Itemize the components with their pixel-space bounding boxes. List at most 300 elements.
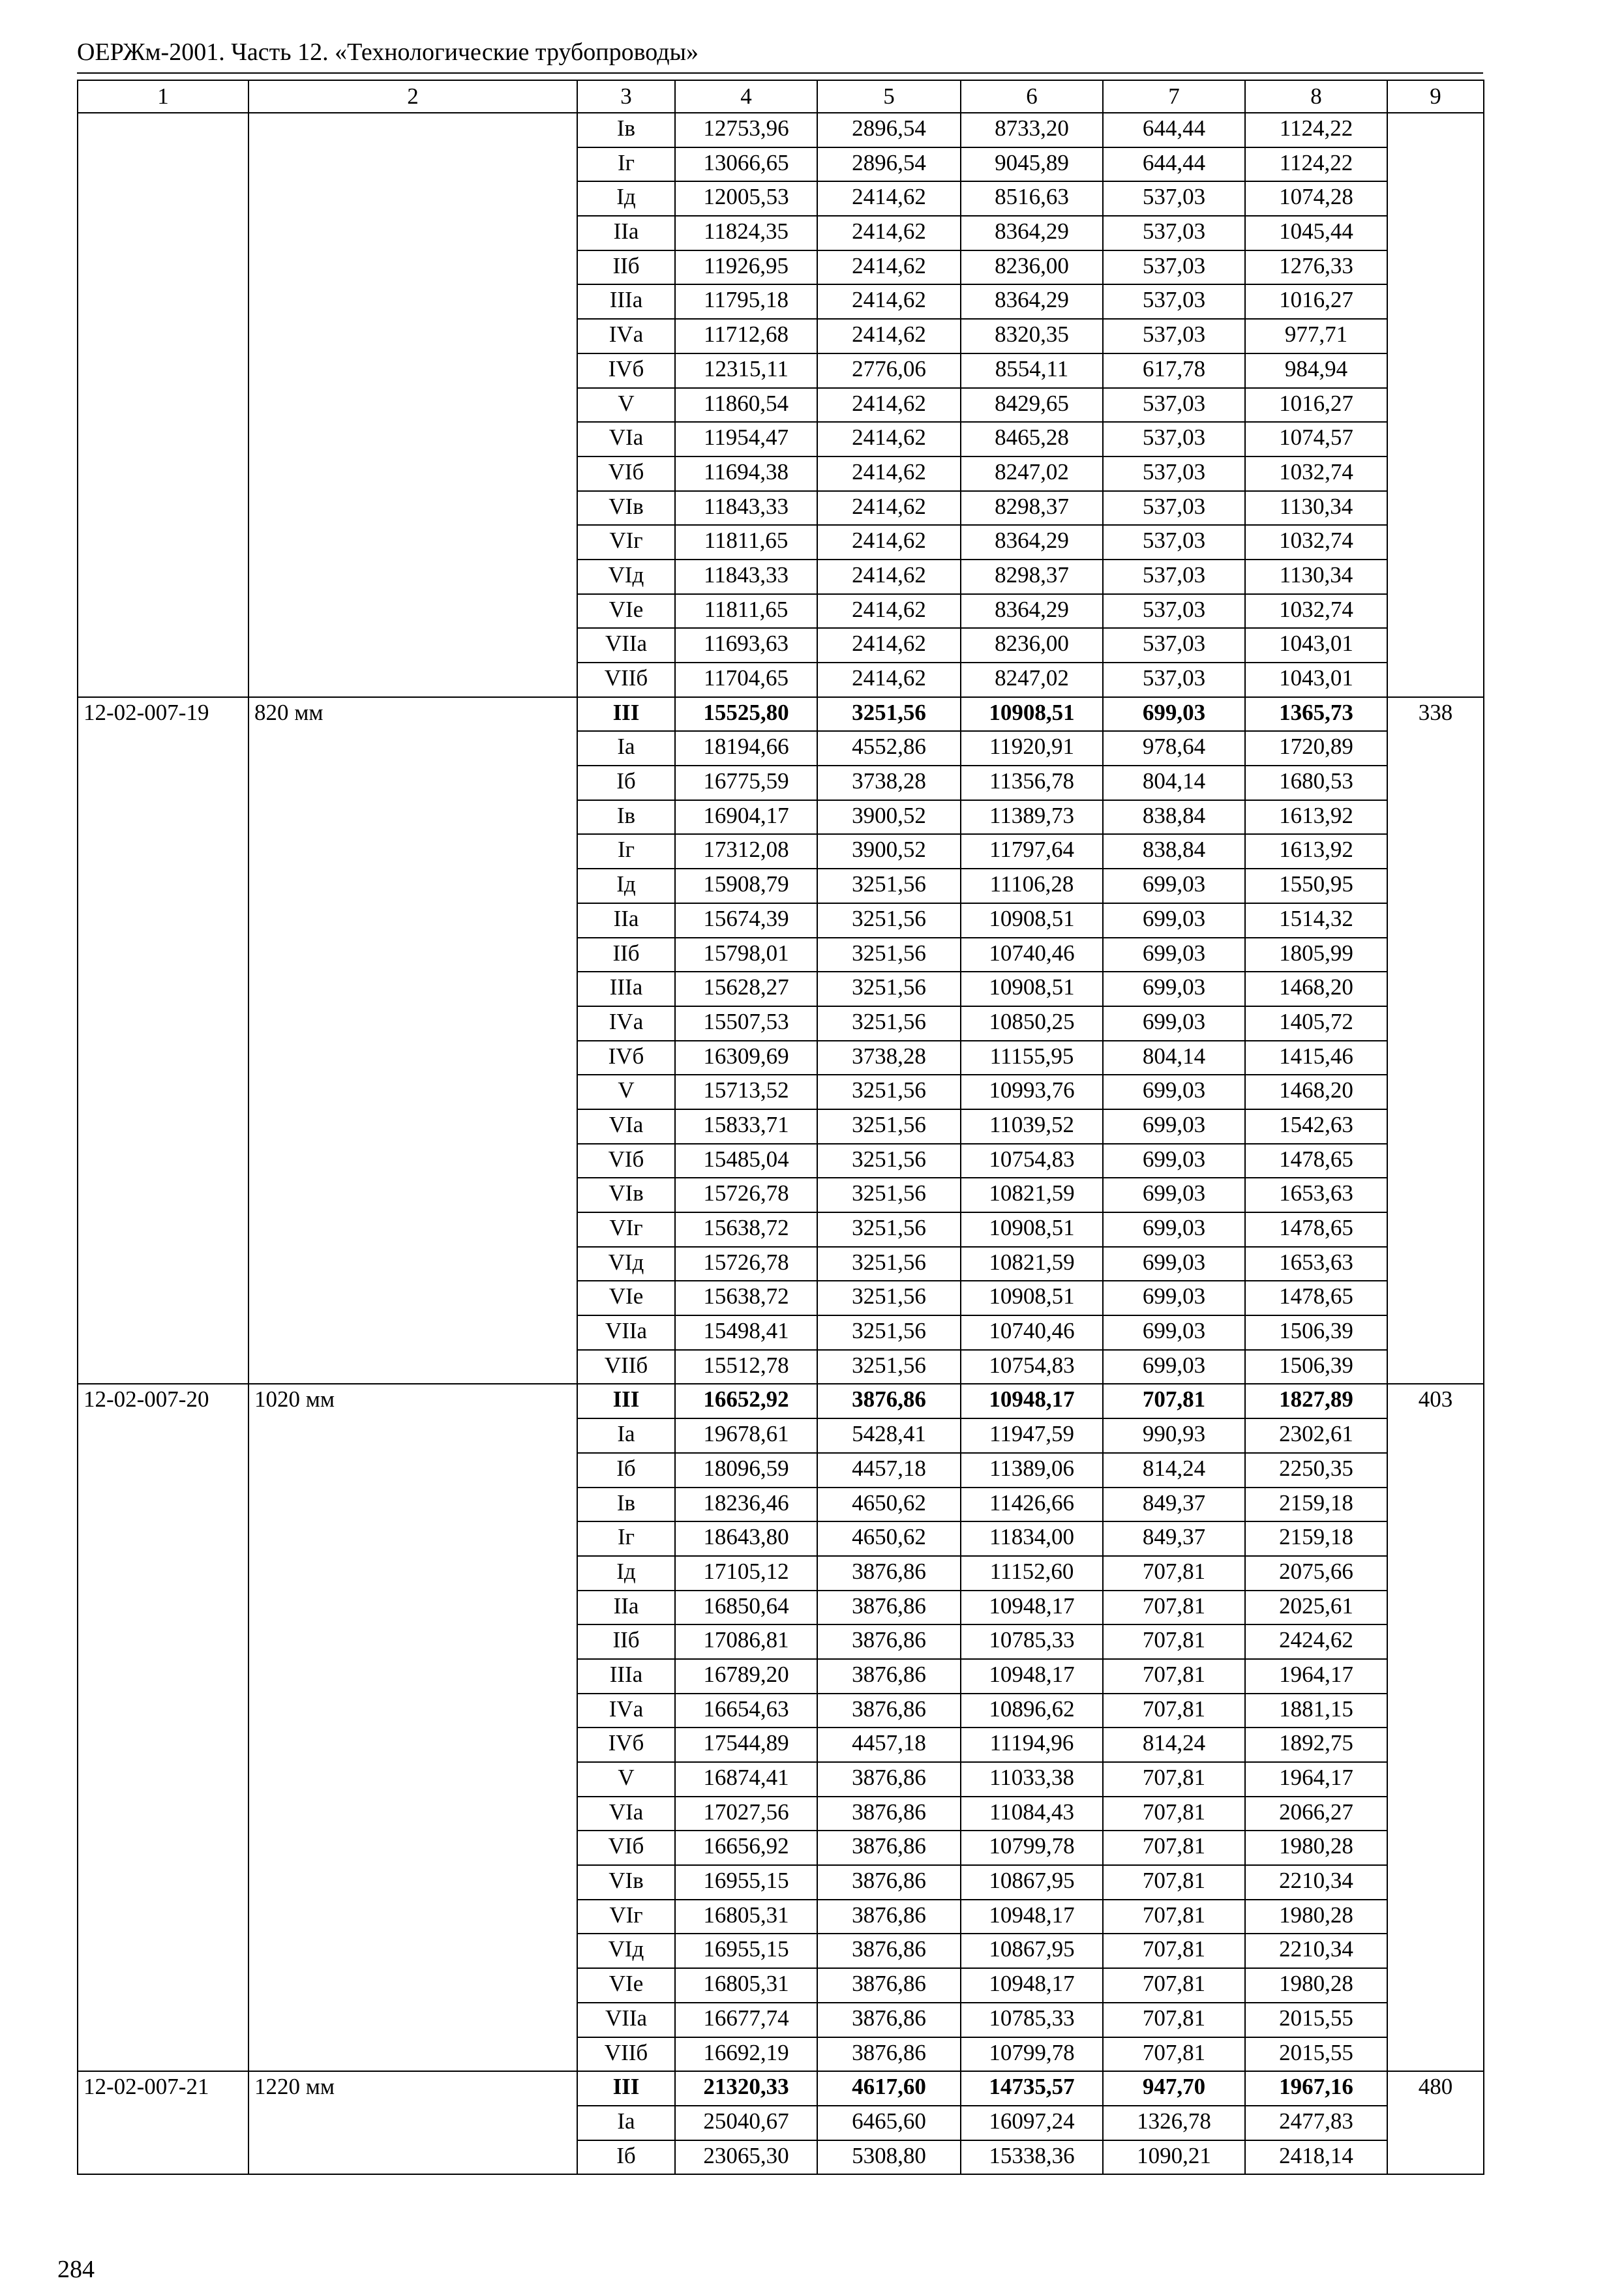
value-cell: 10799,78 — [961, 2037, 1103, 2072]
value-cell: 537,03 — [1103, 628, 1245, 663]
zone-cell: VIб — [577, 1144, 675, 1178]
value-cell: 2414,62 — [817, 250, 961, 285]
value-cell: 8236,00 — [961, 628, 1103, 663]
zone-cell: V — [577, 1762, 675, 1797]
value-cell: 8247,02 — [961, 663, 1103, 697]
value-cell: 537,03 — [1103, 663, 1245, 697]
zone-cell: Iб — [577, 766, 675, 800]
value-cell: 984,94 — [1245, 353, 1387, 388]
zone-cell: VIе — [577, 1968, 675, 2003]
value-cell: 1016,27 — [1245, 284, 1387, 319]
value-cell: 11860,54 — [675, 388, 817, 423]
value-cell: 10993,76 — [961, 1075, 1103, 1109]
value-cell: 12005,53 — [675, 181, 817, 216]
zone-cell: Iг — [577, 1521, 675, 1556]
value-cell: 2210,34 — [1245, 1865, 1387, 1900]
value-cell: 2075,66 — [1245, 1556, 1387, 1591]
column-header: 6 — [961, 80, 1103, 113]
value-cell: 8298,37 — [961, 491, 1103, 526]
value-cell: 10908,51 — [961, 1212, 1103, 1247]
value-cell: 8298,37 — [961, 560, 1103, 594]
value-cell: 11033,38 — [961, 1762, 1103, 1797]
value-cell: 10785,33 — [961, 1624, 1103, 1659]
value-cell: 10799,78 — [961, 1831, 1103, 1865]
value-cell: 16652,92 — [675, 1384, 817, 1418]
value-cell: 707,81 — [1103, 1694, 1245, 1728]
value-cell: 11194,96 — [961, 1728, 1103, 1762]
value-cell: 11795,18 — [675, 284, 817, 319]
value-cell: 18096,59 — [675, 1453, 817, 1488]
value-cell: 699,03 — [1103, 1144, 1245, 1178]
value-cell: 3900,52 — [817, 800, 961, 835]
value-cell: 1032,74 — [1245, 525, 1387, 560]
value-cell: 16309,69 — [675, 1041, 817, 1075]
zone-cell: VIIа — [577, 2003, 675, 2037]
value-cell: 3251,56 — [817, 1144, 961, 1178]
value-cell: 11843,33 — [675, 491, 817, 526]
value-cell: 16805,31 — [675, 1900, 817, 1934]
value-cell: 617,78 — [1103, 353, 1245, 388]
value-cell: 11704,65 — [675, 663, 817, 697]
zone-cell: VIг — [577, 525, 675, 560]
value-cell: 699,03 — [1103, 1075, 1245, 1109]
zone-cell: Iб — [577, 2140, 675, 2175]
column-header: 5 — [817, 80, 961, 113]
value-cell: 8733,20 — [961, 113, 1103, 147]
value-cell: 3876,86 — [817, 1659, 961, 1694]
value-cell: 3876,86 — [817, 1591, 961, 1625]
value-cell: 2414,62 — [817, 663, 961, 697]
value-cell: 3251,56 — [817, 1212, 961, 1247]
value-cell: 10948,17 — [961, 1591, 1103, 1625]
value-cell: 8236,00 — [961, 250, 1103, 285]
value-cell: 1124,22 — [1245, 113, 1387, 147]
value-cell: 10908,51 — [961, 697, 1103, 732]
zone-cell: IIIа — [577, 1659, 675, 1694]
value-cell: 1805,99 — [1245, 938, 1387, 972]
value-cell: 11811,65 — [675, 594, 817, 629]
value-cell: 1365,73 — [1245, 697, 1387, 732]
value-cell: 3251,56 — [817, 1350, 961, 1384]
zone-cell: Iб — [577, 1453, 675, 1488]
zone-cell: IIб — [577, 938, 675, 972]
value-cell: 8516,63 — [961, 181, 1103, 216]
item-code-cell: 12-02-007-21 — [78, 2071, 248, 2174]
value-cell: 15674,39 — [675, 903, 817, 938]
column-header: 1 — [78, 80, 248, 113]
value-cell: 1045,44 — [1245, 216, 1387, 250]
table-row — [78, 113, 1484, 147]
value-cell: 537,03 — [1103, 422, 1245, 456]
value-cell: 707,81 — [1103, 1762, 1245, 1797]
value-cell: 2418,14 — [1245, 2140, 1387, 2175]
value-cell: 707,81 — [1103, 1556, 1245, 1591]
value-cell: 1276,33 — [1245, 250, 1387, 285]
value-cell: 644,44 — [1103, 113, 1245, 147]
value-cell: 8465,28 — [961, 422, 1103, 456]
value-cell: 537,03 — [1103, 284, 1245, 319]
zone-cell: IIа — [577, 903, 675, 938]
value-cell: 2302,61 — [1245, 1418, 1387, 1453]
value-cell: 16850,64 — [675, 1591, 817, 1625]
value-cell: 11084,43 — [961, 1797, 1103, 1831]
value-cell: 16955,15 — [675, 1934, 817, 1968]
value-cell: 10740,46 — [961, 1315, 1103, 1350]
value-cell: 1016,27 — [1245, 388, 1387, 423]
value-cell: 16904,17 — [675, 800, 817, 835]
extra-value-cell: 338 — [1387, 697, 1484, 1384]
zone-cell: VIг — [577, 1900, 675, 1934]
value-cell: 1653,63 — [1245, 1247, 1387, 1281]
value-cell: 1892,75 — [1245, 1728, 1387, 1762]
value-cell: 2477,83 — [1245, 2106, 1387, 2140]
value-cell: 2776,06 — [817, 353, 961, 388]
value-cell: 707,81 — [1103, 1900, 1245, 1934]
value-cell: 16789,20 — [675, 1659, 817, 1694]
value-cell: 15525,80 — [675, 697, 817, 732]
value-cell: 3251,56 — [817, 972, 961, 1006]
value-cell: 2414,62 — [817, 319, 961, 353]
zone-cell: IVб — [577, 1041, 675, 1075]
value-cell: 1130,34 — [1245, 560, 1387, 594]
value-cell: 10908,51 — [961, 972, 1103, 1006]
value-cell: 4457,18 — [817, 1453, 961, 1488]
zone-cell: VIб — [577, 456, 675, 491]
value-cell: 699,03 — [1103, 1350, 1245, 1384]
value-cell: 3876,86 — [817, 2037, 961, 2072]
zone-cell: IVб — [577, 1728, 675, 1762]
value-cell: 16874,41 — [675, 1762, 817, 1797]
zone-cell: Iв — [577, 800, 675, 835]
value-cell: 3251,56 — [817, 1109, 961, 1144]
value-cell: 3251,56 — [817, 903, 961, 938]
column-header: 8 — [1245, 80, 1387, 113]
value-cell: 15726,78 — [675, 1247, 817, 1281]
value-cell: 814,24 — [1103, 1728, 1245, 1762]
value-cell: 849,37 — [1103, 1521, 1245, 1556]
value-cell: 15507,53 — [675, 1006, 817, 1041]
zone-cell: VIа — [577, 1109, 675, 1144]
value-cell: 699,03 — [1103, 869, 1245, 903]
value-cell: 3251,56 — [817, 697, 961, 732]
zone-cell: IVб — [577, 353, 675, 388]
value-cell: 537,03 — [1103, 560, 1245, 594]
value-cell: 849,37 — [1103, 1488, 1245, 1522]
value-cell: 537,03 — [1103, 525, 1245, 560]
value-cell: 21320,33 — [675, 2071, 817, 2106]
item-name-cell: 1220 мм — [248, 2071, 577, 2174]
value-cell: 16097,24 — [961, 2106, 1103, 2140]
value-cell: 16677,74 — [675, 2003, 817, 2037]
value-cell: 10867,95 — [961, 1865, 1103, 1900]
zone-cell: VIг — [577, 1212, 675, 1247]
zone-cell: III — [577, 2071, 675, 2106]
value-cell: 10754,83 — [961, 1350, 1103, 1384]
value-cell: 15498,41 — [675, 1315, 817, 1350]
value-cell: 699,03 — [1103, 1212, 1245, 1247]
value-cell: 11426,66 — [961, 1488, 1103, 1522]
value-cell: 1090,21 — [1103, 2140, 1245, 2175]
value-cell: 8364,29 — [961, 525, 1103, 560]
column-header: 9 — [1387, 80, 1484, 113]
value-cell: 10948,17 — [961, 1659, 1103, 1694]
value-cell: 1506,39 — [1245, 1350, 1387, 1384]
value-cell: 804,14 — [1103, 1041, 1245, 1075]
value-cell: 1043,01 — [1245, 663, 1387, 697]
value-cell: 18194,66 — [675, 731, 817, 766]
value-cell: 10821,59 — [961, 1247, 1103, 1281]
zone-cell: IVа — [577, 1694, 675, 1728]
value-cell: 2414,62 — [817, 594, 961, 629]
value-cell: 9045,89 — [961, 147, 1103, 182]
value-cell: 2015,55 — [1245, 2003, 1387, 2037]
value-cell: 1680,53 — [1245, 766, 1387, 800]
value-cell: 537,03 — [1103, 216, 1245, 250]
zone-cell: VIд — [577, 560, 675, 594]
value-cell: 5428,41 — [817, 1418, 961, 1453]
value-cell: 17086,81 — [675, 1624, 817, 1659]
value-cell: 17105,12 — [675, 1556, 817, 1591]
zone-cell: IIIа — [577, 972, 675, 1006]
column-header: 4 — [675, 80, 817, 113]
value-cell: 14735,57 — [961, 2071, 1103, 2106]
value-cell: 699,03 — [1103, 697, 1245, 732]
value-cell: 838,84 — [1103, 834, 1245, 869]
value-cell: 814,24 — [1103, 1453, 1245, 1488]
value-cell: 11389,73 — [961, 800, 1103, 835]
zone-cell: Iа — [577, 1418, 675, 1453]
zone-cell: VIв — [577, 491, 675, 526]
value-cell: 1074,28 — [1245, 181, 1387, 216]
zone-cell: VIд — [577, 1247, 675, 1281]
value-cell: 537,03 — [1103, 491, 1245, 526]
value-cell: 1964,17 — [1245, 1762, 1387, 1797]
value-cell: 3251,56 — [817, 1178, 961, 1212]
value-cell: 3876,86 — [817, 1900, 961, 1934]
value-cell: 707,81 — [1103, 1865, 1245, 1900]
zone-cell: IIб — [577, 250, 675, 285]
value-cell: 16654,63 — [675, 1694, 817, 1728]
value-cell: 3876,86 — [817, 1384, 961, 1418]
zone-cell: V — [577, 388, 675, 423]
value-cell: 2414,62 — [817, 216, 961, 250]
value-cell: 699,03 — [1103, 903, 1245, 938]
zone-cell: Iг — [577, 147, 675, 182]
value-cell: 1468,20 — [1245, 972, 1387, 1006]
page-number: 284 — [57, 2256, 95, 2283]
value-cell: 8429,65 — [961, 388, 1103, 423]
value-cell: 1980,28 — [1245, 1968, 1387, 2003]
value-cell: 537,03 — [1103, 388, 1245, 423]
value-cell: 707,81 — [1103, 1659, 1245, 1694]
value-cell: 10754,83 — [961, 1144, 1103, 1178]
value-cell: 3251,56 — [817, 1006, 961, 1041]
value-cell: 3876,86 — [817, 1797, 961, 1831]
value-cell: 699,03 — [1103, 972, 1245, 1006]
value-cell: 3876,86 — [817, 1624, 961, 1659]
zone-cell: VIв — [577, 1178, 675, 1212]
value-cell: 11712,68 — [675, 319, 817, 353]
table-row — [78, 2071, 1484, 2106]
value-cell: 699,03 — [1103, 938, 1245, 972]
value-cell: 11920,91 — [961, 731, 1103, 766]
value-cell: 15485,04 — [675, 1144, 817, 1178]
value-cell: 3876,86 — [817, 1865, 961, 1900]
value-cell: 17544,89 — [675, 1728, 817, 1762]
value-cell: 1514,32 — [1245, 903, 1387, 938]
value-cell: 1506,39 — [1245, 1315, 1387, 1350]
value-cell: 2896,54 — [817, 147, 961, 182]
value-cell: 17027,56 — [675, 1797, 817, 1831]
value-cell: 1550,95 — [1245, 869, 1387, 903]
zone-cell: Iд — [577, 181, 675, 216]
value-cell: 1967,16 — [1245, 2071, 1387, 2106]
value-cell: 707,81 — [1103, 1384, 1245, 1418]
value-cell: 2414,62 — [817, 422, 961, 456]
table-body — [78, 80, 1484, 2174]
value-cell: 838,84 — [1103, 800, 1245, 835]
value-cell: 3876,86 — [817, 1556, 961, 1591]
value-cell: 8364,29 — [961, 594, 1103, 629]
value-cell: 2414,62 — [817, 560, 961, 594]
item-code-cell: 12-02-007-19 — [78, 697, 248, 1384]
zone-cell: IIIа — [577, 284, 675, 319]
value-cell: 699,03 — [1103, 1315, 1245, 1350]
extra-value-cell: 403 — [1387, 1384, 1484, 2071]
page-header: ОЕРЖм-2001. Часть 12. «Технологические трубопроводы» — [77, 38, 699, 66]
value-cell: 16955,15 — [675, 1865, 817, 1900]
value-cell: 10948,17 — [961, 1384, 1103, 1418]
value-cell: 15638,72 — [675, 1212, 817, 1247]
zone-cell: VIа — [577, 422, 675, 456]
value-cell: 3251,56 — [817, 1075, 961, 1109]
value-cell: 1964,17 — [1245, 1659, 1387, 1694]
value-cell: 2210,34 — [1245, 1934, 1387, 1968]
value-cell: 4650,62 — [817, 1521, 961, 1556]
value-cell: 16775,59 — [675, 766, 817, 800]
value-cell: 1032,74 — [1245, 594, 1387, 629]
value-cell: 2159,18 — [1245, 1521, 1387, 1556]
table-row — [78, 1384, 1484, 1418]
value-cell: 1043,01 — [1245, 628, 1387, 663]
value-cell: 707,81 — [1103, 2037, 1245, 2072]
column-header: 3 — [577, 80, 675, 113]
value-cell: 2414,62 — [817, 181, 961, 216]
value-cell: 4552,86 — [817, 731, 961, 766]
zone-cell: III — [577, 1384, 675, 1418]
value-cell: 644,44 — [1103, 147, 1245, 182]
value-cell: 699,03 — [1103, 1178, 1245, 1212]
zone-cell: VIв — [577, 1865, 675, 1900]
value-cell: 11039,52 — [961, 1109, 1103, 1144]
value-cell: 16805,31 — [675, 1968, 817, 2003]
zone-cell: VIIб — [577, 1350, 675, 1384]
value-cell: 2414,62 — [817, 284, 961, 319]
value-cell: 699,03 — [1103, 1247, 1245, 1281]
value-cell: 2250,35 — [1245, 1453, 1387, 1488]
zone-cell: IIа — [577, 1591, 675, 1625]
zone-cell: VIIа — [577, 628, 675, 663]
value-cell: 1478,65 — [1245, 1144, 1387, 1178]
value-cell: 10908,51 — [961, 903, 1103, 938]
value-cell: 1980,28 — [1245, 1900, 1387, 1934]
value-cell: 707,81 — [1103, 1934, 1245, 1968]
value-cell: 15833,71 — [675, 1109, 817, 1144]
zone-cell: Iв — [577, 1488, 675, 1522]
zone-cell: Iд — [577, 869, 675, 903]
value-cell: 537,03 — [1103, 594, 1245, 629]
value-cell: 15512,78 — [675, 1350, 817, 1384]
value-cell: 3876,86 — [817, 2003, 961, 2037]
value-cell: 707,81 — [1103, 1797, 1245, 1831]
zone-cell: Iд — [577, 1556, 675, 1591]
value-cell: 25040,67 — [675, 2106, 817, 2140]
value-cell: 6465,60 — [817, 2106, 961, 2140]
zone-cell: III — [577, 697, 675, 732]
value-cell: 1542,63 — [1245, 1109, 1387, 1144]
value-cell: 15798,01 — [675, 938, 817, 972]
zone-cell: VIд — [577, 1934, 675, 1968]
value-cell: 3876,86 — [817, 1934, 961, 1968]
value-cell: 699,03 — [1103, 1281, 1245, 1315]
value-cell: 947,70 — [1103, 2071, 1245, 2106]
value-cell: 4650,62 — [817, 1488, 961, 1522]
zone-cell: VIа — [577, 1797, 675, 1831]
zone-cell: IIа — [577, 216, 675, 250]
value-cell: 8320,35 — [961, 319, 1103, 353]
value-cell: 5308,80 — [817, 2140, 961, 2175]
value-cell: 8247,02 — [961, 456, 1103, 491]
value-cell: 11947,59 — [961, 1418, 1103, 1453]
value-cell: 2414,62 — [817, 491, 961, 526]
price-table — [77, 80, 1484, 2175]
value-cell: 978,64 — [1103, 731, 1245, 766]
value-cell: 990,93 — [1103, 1418, 1245, 1453]
value-cell: 1468,20 — [1245, 1075, 1387, 1109]
value-cell: 23065,30 — [675, 2140, 817, 2175]
value-cell: 15713,52 — [675, 1075, 817, 1109]
value-cell: 2896,54 — [817, 113, 961, 147]
value-cell: 1613,92 — [1245, 834, 1387, 869]
value-cell: 2414,62 — [817, 525, 961, 560]
value-cell: 3876,86 — [817, 1831, 961, 1865]
extra-value-cell — [1387, 113, 1484, 697]
value-cell: 11152,60 — [961, 1556, 1103, 1591]
item-name-cell: 820 мм — [248, 697, 577, 1384]
zone-cell: VIIб — [577, 2037, 675, 2072]
value-cell: 1124,22 — [1245, 147, 1387, 182]
value-cell: 10821,59 — [961, 1178, 1103, 1212]
value-cell: 18643,80 — [675, 1521, 817, 1556]
value-cell: 11824,35 — [675, 216, 817, 250]
zone-cell: Iг — [577, 834, 675, 869]
value-cell: 3900,52 — [817, 834, 961, 869]
value-cell: 11834,00 — [961, 1521, 1103, 1556]
value-cell: 3876,86 — [817, 1762, 961, 1797]
value-cell: 2424,62 — [1245, 1624, 1387, 1659]
zone-cell: IVа — [577, 319, 675, 353]
extra-value-cell: 480 — [1387, 2071, 1484, 2174]
value-cell: 1415,46 — [1245, 1041, 1387, 1075]
value-cell: 8554,11 — [961, 353, 1103, 388]
column-header: 2 — [248, 80, 577, 113]
value-cell: 1032,74 — [1245, 456, 1387, 491]
zone-cell: IVа — [577, 1006, 675, 1041]
value-cell: 19678,61 — [675, 1418, 817, 1453]
value-cell: 1326,78 — [1103, 2106, 1245, 2140]
value-cell: 707,81 — [1103, 1968, 1245, 2003]
column-header: 7 — [1103, 80, 1245, 113]
